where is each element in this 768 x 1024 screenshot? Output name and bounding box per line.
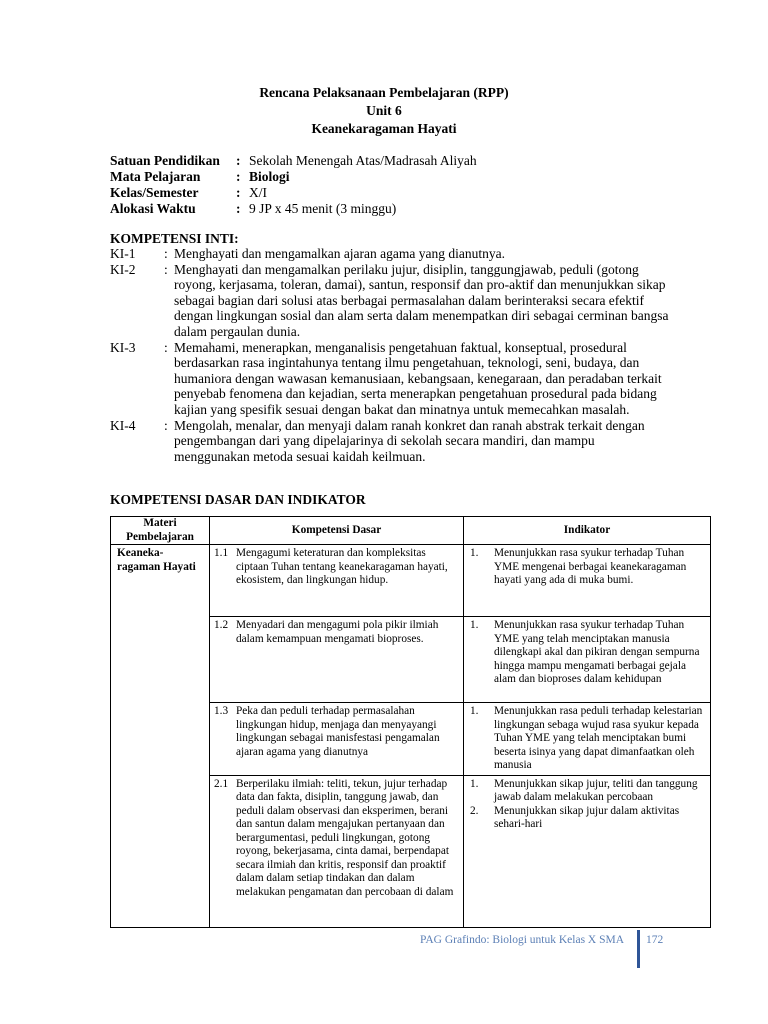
identity-block [110, 153, 477, 217]
column-header-indikator: Indikator [464, 517, 711, 545]
meta-label: Kelas/Semester [110, 185, 199, 200]
ki-text: Menghayati dan mengamalkan perilaku jujur, disiplin, tanggungjawab, peduli (gotong royong, kerjasama, toleran, damai), santun, responsif dan pro-aktif dan menunjukkan sikap sebagai bagian dari solusi atas berbagai permasalahan dalam berinteraksi secara efektif dengan lingkungan sosial dan alam serta dalam menempatkan diri sebagai cerminan bangsa dalam pergaulan dunia. [174, 261, 669, 339]
kd-text: Mengagumi keteraturan dan kompleksitas ciptaan Tuhan tentang keanekaragaman hayati, ekosistem, dan lingkungan hidup. [236, 547, 448, 586]
kd-number: 2.1 [214, 777, 229, 790]
ki-text: Menghayati dan mengamalkan ajaran agama yang dianutnya. [174, 246, 505, 261]
kd-number: 1.2 [214, 619, 229, 631]
kd-cell [210, 703, 464, 776]
kd-text: Menyadari dan mengagumi pola pikir ilmiah dalam kemampuan mengamati bioproses. [236, 619, 439, 645]
meta-label: Mata Pelajaran [110, 169, 201, 184]
footer-text: PAG Grafindo: Biologi untuk Kelas X SMA [420, 934, 625, 946]
ki-list [110, 246, 670, 464]
indicator-text: Menunjukkan rasa peduli terhadap kelestarian lingkungan sebaga wujud rasa syukur kepada Tuhan YME yang telah menciptakan bumi beserta isinya yang dapat dimanfaatkan oleh manusia [494, 705, 703, 771]
kd-heading: KOMPETENSI DASAR DAN INDIKATOR [110, 492, 366, 507]
meta-colon: : [236, 153, 241, 168]
meta-row [110, 169, 477, 185]
indicator-text: Menunjukkan rasa syukur terhadap Tuhan YME mengenai berbagai keanekaragaman hayati yang ada di muka bumi. [494, 547, 687, 586]
indicator-text: Menunjukkan rasa syukur terhadap Tuhan YME yang telah menciptakan manusia dilengkapi akal dan pikiran dengan sempurna hingga mampu mengamati berbagai gejala alam dan bioproses dalam kehidupan [494, 619, 700, 685]
ki-code: KI-4 [110, 417, 136, 433]
ki-code: KI-2 [110, 261, 136, 277]
kd-text: Peka dan peduli terhadap permasalahan lingkungan hidup, menjaga dan menyayangi lingkungan sebagai manisfestasi pengamalan ajaran agama yang dianutnya [236, 705, 440, 758]
meta-colon: : [236, 185, 241, 200]
kd-number: 1.1 [214, 547, 229, 559]
meta-label: Satuan Pendidikan [110, 153, 220, 168]
ki-text: Memahami, menerapkan, menganalisis pengetahuan faktual, konseptual, prosedural berdasarkan rasa ingintahunya tentang ilmu pengetahuan, teknologi, seni, budaya, dan humaniora dengan wawasan kemanusiaan, kebangsaan, kenegaraan, dan peradaban terkait penyebab fenomena dan kejadian, serta menerapkan pengetahuan prosedural pada bidang kajian yang spesifik sesuai dengan bakat dan minatnya untuk memecahkan masalah. [174, 339, 662, 417]
ki-text: Mengolah, menalar, dan menyaji dalam ranah konkret dan ranah abstrak terkait dengan pengembangan dari yang dipelajarinya di sekolah secara mandiri, dan mampu menggunakan metoda sesuai kaidah keilmuan. [174, 417, 645, 464]
indicator-cell [464, 703, 711, 776]
ki-code: KI-3 [110, 339, 136, 355]
meta-label: Alokasi Waktu [110, 201, 196, 216]
indicator-cell [464, 617, 711, 703]
document-title: Rencana Pelaksanaan Pembelajaran (RPP) [259, 85, 509, 100]
kd-number: 1.3 [214, 705, 229, 717]
kd-cell [210, 617, 464, 703]
document-unit: Unit 6 [366, 103, 402, 118]
indicator-text: Menunjukkan sikap jujur dalam aktivitas sehari-hari [494, 804, 680, 830]
materi-cell: Keaneka-ragaman Hayati [111, 545, 210, 928]
table-row [111, 545, 711, 617]
ki-item [110, 262, 670, 340]
meta-row [110, 201, 477, 217]
ki-heading: KOMPETENSI INTI: [110, 231, 239, 246]
ki-code: KI-1 [110, 246, 136, 261]
indicator-number: 2. [470, 804, 479, 817]
document-topic: Keanekaragaman Hayati [311, 121, 457, 136]
kd-text: Berperilaku ilmiah: teliti, tekun, jujur terhadap data dan fakta, disiplin, tanggung jawab, dan peduli dalam observasi dan eksperimen, berani dan santun dalam mengajukan pertanyaan dan berargumentasi, peduli lingkungan, gotong royong, bekerjasama, cinta damai, berpendapat secara ilmiah dan kritis, responsif dan proaktif dalam dalam setiap tindakan dan dalam melakukan pengamatan dan percobaan di dalam [236, 777, 454, 898]
meta-row [110, 185, 477, 201]
meta-row [110, 153, 477, 169]
ki-colon: : [164, 246, 168, 261]
indicator-cell [464, 775, 711, 927]
meta-value: Sekolah Menengah Atas/Madrasah Aliyah [249, 153, 477, 168]
indicator-number: 1. [470, 547, 479, 559]
footer-divider [637, 930, 640, 968]
table-header-row [111, 517, 711, 545]
column-header-materi: Materi Pembelajaran [111, 517, 210, 545]
kd-cell [210, 775, 464, 927]
ki-item [110, 418, 670, 465]
indicator-number: 1. [470, 777, 479, 790]
indicator-number: 1. [470, 619, 479, 631]
ki-colon: : [164, 261, 168, 277]
indicator-number: 1. [470, 705, 479, 717]
ki-item [110, 340, 670, 418]
ki-colon: : [164, 339, 168, 355]
ki-item [110, 246, 670, 262]
meta-colon: : [236, 201, 241, 216]
meta-colon: : [236, 169, 241, 184]
document-header [0, 84, 768, 138]
indicator-cell [464, 545, 711, 617]
indicator-text: Menunjukkan sikap jujur, teliti dan tanggung jawab dalam melakukan percobaan [494, 777, 698, 803]
kd-cell [210, 545, 464, 617]
kd-table [110, 516, 711, 928]
page-number: 172 [646, 934, 664, 946]
meta-value: Biologi [249, 169, 290, 184]
meta-value: X/I [249, 185, 267, 200]
meta-value: 9 JP x 45 menit (3 minggu) [249, 201, 397, 216]
ki-colon: : [164, 417, 168, 433]
column-header-kd: Kompetensi Dasar [210, 517, 464, 545]
